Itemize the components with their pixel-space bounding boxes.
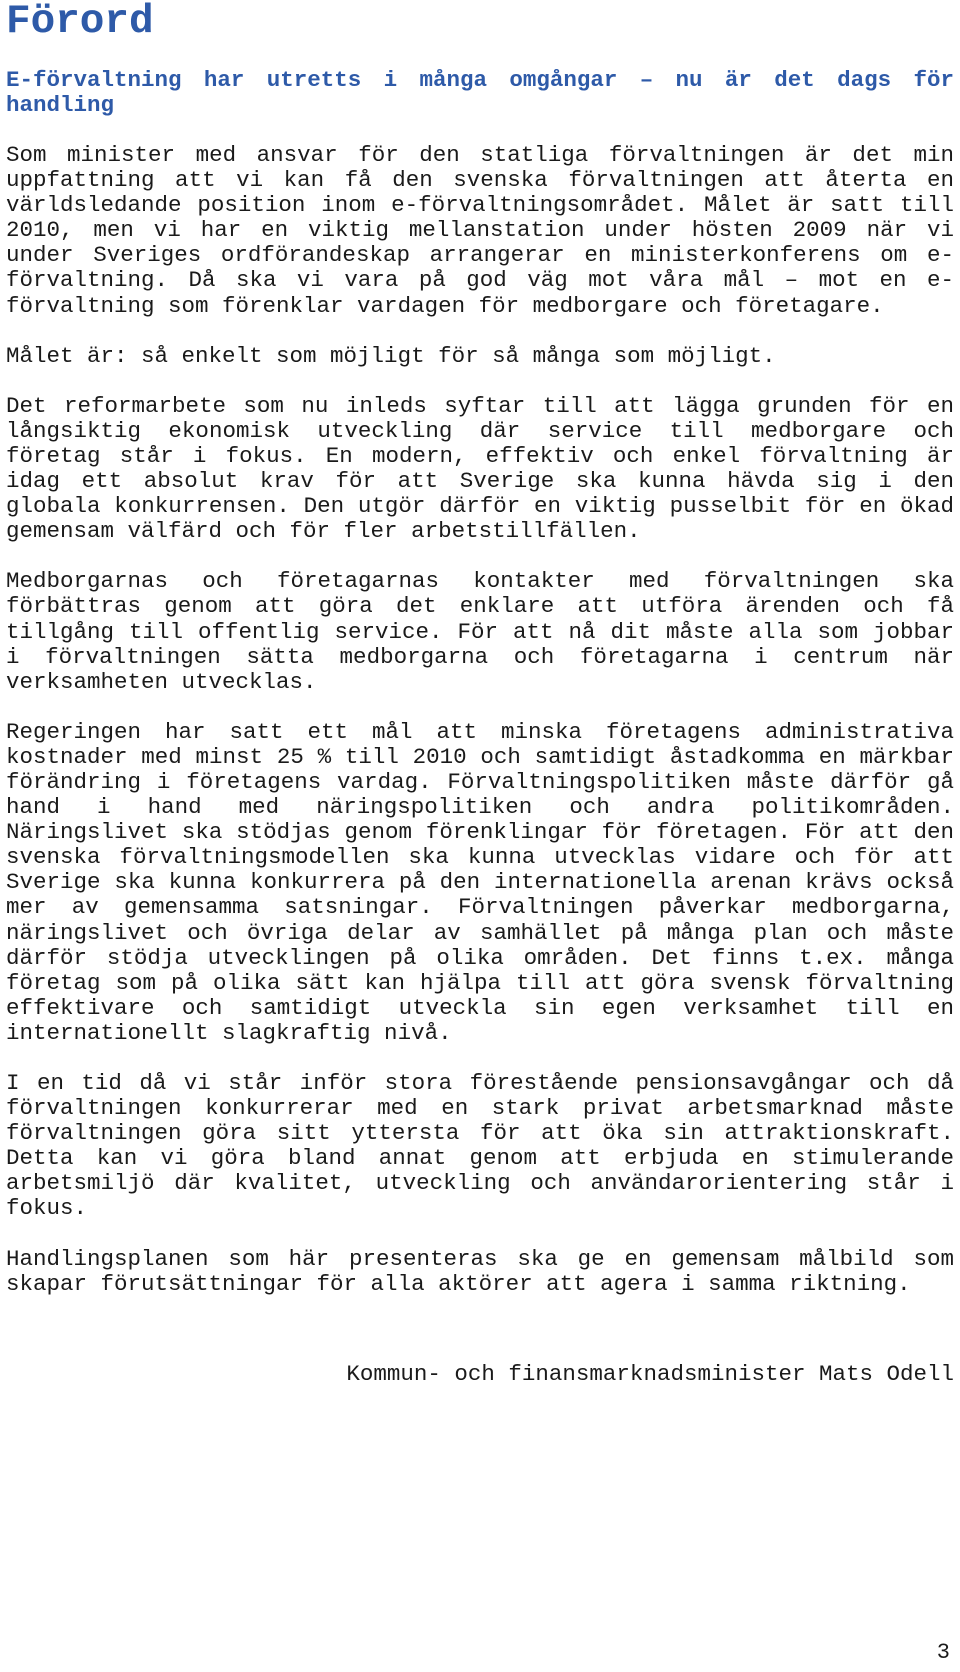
paragraph-7: Handlingsplanen som här presenteras ska ge en gemensam målbild som skapar förutsättningar för alla aktörer att agera i samma riktning. xyxy=(6,1245,954,1297)
paragraph-2: Målet är: så enkelt som möjligt för så många som möjligt. xyxy=(6,342,776,369)
paragraph-4: Medborgarnas och företagarnas kontakter med förvaltningen ska förbättras genom att göra det enklare att utföra ärenden och få tillgång till offentlig service. För att nå dit måste alla som jobbar i förvaltningen sätta medborgarna och företagarna i centrum när verksamheten utvecklas. xyxy=(6,568,954,695)
document-page xyxy=(6,0,954,1387)
paragraph-1: Som minister med ansvar för den statliga förvaltningen är det min uppfattning att vi kan få den svenska förvaltningen att återta en världsledande position inom e-förvaltningsområdet. Målet är satt till 2010, men vi har en viktig mellanstation under hösten 2009 när vi under Sveriges ordförandeskap arrangerar en ministerkonferens om e-förvaltning. Då ska vi vara på god väg mot våra mål – mot en e-förvaltning som förenklar vardagen för medborgare och företagare. xyxy=(6,142,954,319)
paragraph-5: Regeringen har satt ett mål att minska företagens administrativa kostnader med minst 25 % till 2010 och samtidigt åstadkomma en märkbar förändring i företagens vardag. Förvaltningspolitiken måste därför gå hand i hand med näringspolitiken och andra politikområden. Näringslivet ska stödjas genom förenklingar för företagen. För att den svenska förvaltningsmodellen ska kunna utvecklas vidare och för att Sverige ska kunna konkurrera på den internationella arenan krävs också mer av gemensamma satsningar. Förvaltningen påverkar medborgarna, näringslivet och övriga delar av samhället på många plan och måste därför stödja utvecklingen på olika områden. Det finns t.ex. många företag som på olika sätt kan hjälpa till att göra svensk förvaltning effektivare och samtidigt utveckla sin egen verksamhet till en internationellt slagkraftig nivå. xyxy=(6,718,954,1046)
paragraph-3: Det reformarbete som nu inleds syftar till att lägga grunden för en långsiktig ekonomisk utveckling där service till medborgare och företag står i fokus. En modern, effektiv och enkel förvaltning är idag ett absolut krav för att Sverige ska kunna hävda sig i den globala konkurrensen. Den utgör därför en viktig pusselbit för en ökad gemensam välfärd och för fler arbetstillfällen. xyxy=(6,392,954,545)
page-title: Förord xyxy=(6,0,154,45)
signature: Kommun- och finansmarknadsminister Mats Odell xyxy=(346,1360,954,1387)
paragraph-6: I en tid då vi står inför stora förestående pensionsavgångar och då förvaltningen konkurrerar med en stark privat arbetsmarknad måste förvaltningen göra sitt yttersta för att öka sin attraktionskraft. Detta kan vi göra bland annat genom att erbjuda en stimulerande arbetsmiljö där kvalitet, utveckling och användarorientering står i fokus. xyxy=(6,1070,954,1222)
section-subtitle: E-förvaltning har utretts i många omgångar – nu är det dags för handling xyxy=(6,67,954,118)
page-number: 3 xyxy=(936,1640,950,1665)
